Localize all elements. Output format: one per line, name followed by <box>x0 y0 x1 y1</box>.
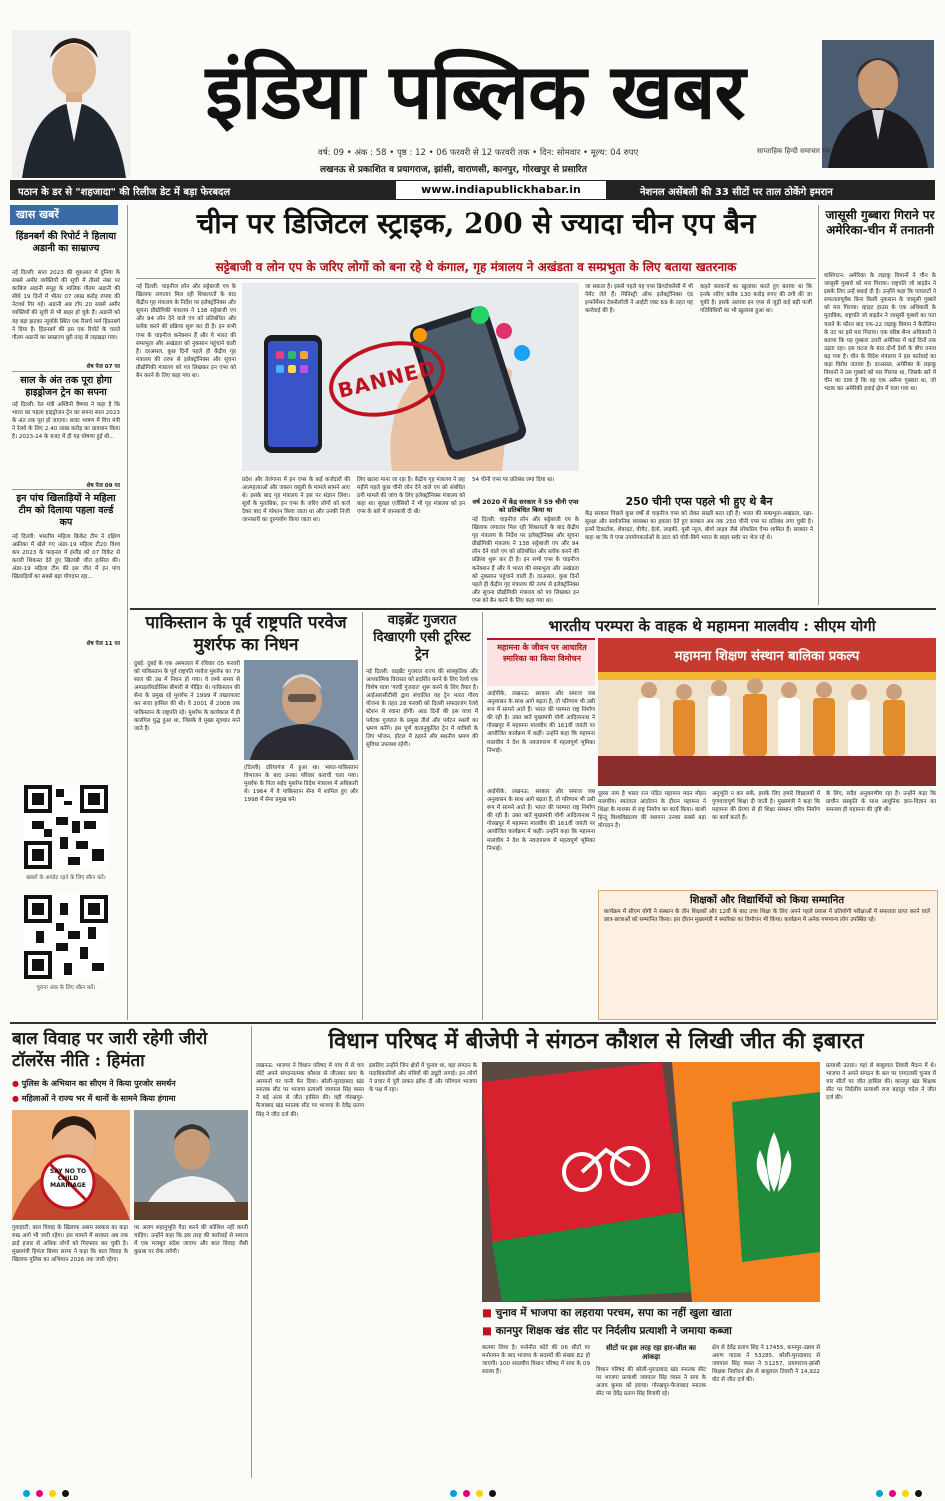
balloon-body: वाशिंगटन: अमेरिका के लड़ाकू विमानों ने चीन के जासूसी गुब्बारे को मार गिराया। राष्ट्रपति जो बाइडेन ने इसके लिए उन्हें बधाई दी है। उन्होंने कहा कि पायलटों ने सफलतापूर्वक बिना किसी नुकसान के जासूसी गुब्बारे को मार गिराया। व्हाइट हाउस के एक अधिकारी के मुताबिक, राष्ट्रपति जो बाइडेन ने जासूसी गुब्बारे का पता चलने के फौरन बाद एफ-22 लड़ाकू विमान ने कैरोलिना के तट पर इसे मार गिराया। एक वरिष्ठ सैन्य अधिकारी ने बताया कि यह गुब्बारा उत्तरी अमेरिका में कई दिनों तक उड़ता रहा। इस घटना के बाद दोनों देशों के बीच तनाव बढ़ गया है। चीन के विदेश मंत्रालय ने इस कार्रवाई का कड़ा विरोध जताया है। दरअसल, अमेरिका के लड़ाकू विमानों ने उस गुब्बारे को मार गिराया था, जिसके बारे में चीन का दावा है कि वह एक असैन्य गुब्बारा था, जो भटक कर अमेरिकी हवाई क्षेत्र में चला गया था। <box>824 273 936 393</box>
musharraf-photo <box>244 660 358 760</box>
malviya-headline: भारतीय परम्परा के वाहक थे महामना मालवीय : सीएम योगी <box>548 617 876 635</box>
sidebar <box>10 205 124 1020</box>
ticker-left: पठान के डर से "शहजादा" की रिलीज डेट में बड़ा फेरबदल <box>18 187 231 198</box>
black-dot <box>489 1490 496 1497</box>
himanta-photo <box>134 1110 248 1220</box>
qr2-caption: पुराना अंक के लिए स्कैन करें। <box>36 985 96 991</box>
vibrant-body: नई दिल्ली: वाइब्रेंट गुजरात राज्य की सांस्कृतिक और आध्यात्मिक विरासत को प्रदर्शित करने के लिए रेलवे एक विशेष यात्रा 'गरवी गुजरात' शुरू करने के लिए तैयार है। आईआरसीटीसी द्वारा संचालित यह ट्रेन भारत गौरव योजना के तहत 28 फरवरी को दिल्ली सफदरजंग रेलवे स्टेशन से रवाना होगी। आठ दिनों की इस यात्रा में पर्यटक गुजरात के प्रमुख तीर्थ और पर्यटन स्थलों का भ्रमण करेंगे। इस पूर्ण वातानुकूलित ट्रेन में यात्रियों के लिए भोजन, होटल में ठहरने और स्थानीय भ्रमण की सुविधा उपलब्ध रहेगी। <box>366 669 478 748</box>
qr-code-archive[interactable] <box>24 895 108 979</box>
sidebar-item-body: नई दिल्ली: रेल मंत्री अश्विनी वैष्णव ने कहा है कि भारत का पहला हाइड्रोजन ट्रेन का सपना साल 2023 के अंत तक पूरा हो जाएगा। बजट भाषण में वित्त मंत्री ने रेलवे के लिए 2.40 लाख करोड़ का प्रावधान किया है। 2023-24 के बजट में ही यह घोषणा हुई थी... <box>12 402 120 441</box>
sidebar-item-headline: हिंडनबर्ग की रिपोर्ट ने हिलाया अडानी का साम्राज्य <box>15 231 117 254</box>
divider <box>362 612 363 1020</box>
newspaper-title: इंडिया पब्लिक खबर <box>205 47 745 136</box>
divider <box>12 489 120 490</box>
banned-apps-photo <box>242 283 579 471</box>
divider <box>818 205 819 605</box>
malviya-box-head: शिक्षकों और विद्यार्थियों को किया सम्मानित <box>689 895 845 906</box>
sidebar-item-body: नई दिल्ली: साल 2023 की शुरुआत में दुनिया के सबसे अमीर व्यक्तियों की सूची में तीसरे नंबर पर काबिज अडानी समूह के मालिक गौतम अडानी की सीधे 19 दिनों में भीतर 07 लाख करोड़ रुपया की नेटवर्थ गिर गई। अडानी अब टॉप 20 सबसे अमीर व्यक्तियों की सूची से भी बाहर हो चुके हैं। अडानी को यह बड़ा झटका न्यूयॉर्क स्थित एक रिसर्च फर्म हिंडनबर्ग ने दिया है। हिंडनबर्ग की इस एक रिपोर्ट के चलते गौतम अडानी का साम्राज्य बुरी तरह से लड़खड़ा गया। <box>12 270 120 341</box>
bjp-bullet-text: चुनाव में भाजपा का लहराया परचम, सपा का नहीं खुला खाता <box>495 1307 732 1319</box>
print-registration-marks <box>20 1482 925 1501</box>
bjp-box-head: सीटों पर इस तरह रहा हार-जीत का आंकड़ा <box>606 1344 696 1361</box>
bullet-icon: ■ <box>482 1325 496 1337</box>
bjp-bullet-text: कानपुर शिक्षक खंड सीट पर निर्दलीय प्रत्याशी ने जमाया कब्जा <box>495 1325 732 1337</box>
magenta-dot <box>463 1490 470 1497</box>
cyan-dot <box>876 1490 883 1497</box>
sidebar-item-headline: साल के अंत तक पूरा होगा हाइड्रोजन ट्रेन का सपना <box>20 375 112 398</box>
yellow-dot <box>902 1490 909 1497</box>
magenta-dot <box>889 1490 896 1497</box>
ticker-right: नेशनल असेंबली की 33 सीटों पर ताल ठोकेंगे इमरान <box>640 187 833 198</box>
lead-body-col3: लिए खतरा माना जा रहा है। केंद्रीय गृह मंत्रालय ने छह महीने पहले कुछ चीनी लोन देने वाले एप को संबंधित ठगी मामले की जांच के लिए इलेक्ट्रॉनिक्स मंत्रालय को कहा था। सुरक्षा एजेंसियों ने भी गृह मंत्रालय को इन एप्स के बारे में जानकारी दी थी। <box>357 477 465 516</box>
lead-subhead: सट्टेबाजी व लोन एप के जरिए लोगों को बना रहे थे कंगाल, गृह मंत्रालय ने अखंडता व सम्प्रभुता के लिए बताया खतरनाक <box>215 260 737 274</box>
malviya-event-photo <box>598 638 936 786</box>
bjp-headline: विधान परिषद में बीजेपी ने संगठन कौशल से लिखी जीत की इबारत <box>328 1028 864 1054</box>
sidebar-item-headline: इन पांच खिलाड़ियों ने महिला टीम को दिलाया पहला वर्ल्ड कप <box>16 493 116 528</box>
magenta-dot <box>36 1490 43 1497</box>
masthead <box>0 0 945 178</box>
color-dots-group <box>447 1482 499 1501</box>
bjp-bullet <box>482 1306 820 1320</box>
divider <box>251 1026 252 1478</box>
sidebar-item-ref: शेष पेज 07 पर <box>86 364 120 370</box>
sign-text: SAY NO TO CHILD MARRIAGE <box>49 1168 87 1189</box>
himanta-bullet <box>12 1078 248 1089</box>
himanta-bullet <box>12 1093 248 1104</box>
lead-body-col2: प्रदेश और तेलंगाना में इन एप्स के कई कर्जदारों की आत्महत्याओं और जबरन वसूली के मामले सामने आए थे। इसके बाद गृह मंत्रालय ने इस पर संज्ञान लिया। सूत्रों के मुताबिक, इन एप्स के जरिए लोगों को कर्ज देकर बाद में परेशान किया जाता था और उनकी निजी जानकारी का दुरुपयोग किया जाता था। <box>242 477 350 524</box>
malviya-body: आईपीके, लखनऊ: सरकार और समाज जब अनुशासन के साथ आगे बढ़ता है, तो परिणाम भी उसी रूप में सामने आते हैं। भारत की परम्परा राष्ट्र निर्माण की रही है। उक्त बातें मुख्यमंत्री योगी आदित्यनाथ ने गोरखपुर में महामना मालवीय की 161वीं जयंती पर आयोजित कार्यक्रम में कहीं। उन्होंने कहा कि महामना मालवीय ने देश के नवजागरण में महत्वपूर्ण भूमिका निभाई। <box>487 691 595 754</box>
divider <box>136 278 816 279</box>
bullet-icon: ● <box>12 1094 22 1103</box>
lead-body-col6: कहते करवानों का खुलासा करते हुए बताया था कि इनके जरिए करीब 130 करोड़ रुपए की ठगी की जा चुकी है। इसके अलावा इन एप्स से जुड़ी कई बड़ी फर्जी गतिविधियों का भी खुलासा हुआ था। <box>700 284 812 315</box>
cyan-dot <box>23 1490 30 1497</box>
event-banner-text: महामना शिक्षण संस्थान बालिका प्रकल्प <box>674 649 860 664</box>
musharraf-headline: पाकिस्तान के पूर्व राष्ट्रपति परवेज मुशर्रफ का निधन <box>145 613 347 655</box>
sidebar-item-ref: शेष पेज 11 पर <box>86 641 120 647</box>
bjp-body-4: क्षेत्र से देवेंद्र प्रताप सिंह ने 17455, कानपुर-उन्नाव से अरुण पाठक ने 53285, बरेली-मुरादाबाद से जयपाल सिंह व्यस्त ने 51257, प्रयागराज-झांसी शिक्षक निर्वाचन क्षेत्र से बाबूलाल तिवारी ने 14,922 वोट से जीत दर्ज की। <box>712 1345 820 1384</box>
bullet-icon: ■ <box>482 1307 496 1319</box>
qr1-caption: खबरों के अपडेट रहने के लिए स्कैन करें। <box>26 875 106 881</box>
bjp-box-body: विधान परिषद की बरेली-मुरादाबाद खंड स्नातक सीट पर भाजपा प्रत्याशी जयपाल सिंह व्यस्त ने सपा के अजय कुमार को हराया। गोरखपुर-फैजाबाद स्नातक सीट पर देवेंद्र प्रताप सिंह विजयी रहे। <box>596 1367 706 1398</box>
child-marriage-photo <box>12 1110 130 1220</box>
black-dot <box>62 1490 69 1497</box>
lead-body-col1: नई दिल्ली: चाइनीज लोन और सट्टेबाजी एप के खिलाफ लगातार मिल रही शिकायतों के बाद केंद्रीय गृह मंत्रालय के निर्देश पर इलेक्ट्रॉनिक्स और सूचना प्रौद्योगिकी मंत्रालय ने 138 सट्टेबाजी एप और 94 लोन देने वाले एप को प्रतिबंधित और ब्लॉक करने की प्रक्रिया शुरू कर दी है। इन सभी एप्स के चाइनीज कनेक्शन हैं और ये भारत की सम्प्रभुता और अखंडता को नुकसान पहुंचाने वाली हैं। दरअसल, कुछ दिनों पहले ही केंद्रीय गृह मंत्रालय की तरफ से इलेक्ट्रॉनिक्स और सूचना प्रौद्योगिकी मंत्रालय को पत्र लिखकर इन एप्स को बैन करने के लिए कहा गया था। <box>136 284 236 380</box>
sidebar-item-ref: शेष पेज 09 पर <box>86 483 120 489</box>
bjp-body-3: कलमा लिया है। मनोनीत कोटे की 06 सीटों पर मनोनयन के बाद भाजपा के सदस्यों की संख्या 82 हो जाएगी। 100 सदस्यीय विधान परिषद में सपा के 09 सदस्य हैं। <box>482 1345 590 1376</box>
malviya-highlight-text: महामना के जीवन पर आधारित स्मारिका का किया विमोचन <box>497 643 587 663</box>
himanta-body: गुवाहाटी: बाल विवाह के खिलाफ असम सरकार का कड़ा रुख आगे भी जारी रहेगा। इस मामले में सरकार अब तक ढाई हजार से अधिक लोगों को गिरफ्तार कर चुकी है। मुख्यमंत्री हिमंता बिस्वा सरमा ने कहा कि बाल विवाह के खिलाफ पुलिस का अभियान 2026 तक जारी रहेगा। <box>12 1225 128 1264</box>
divider <box>10 1022 936 1024</box>
qr-code-news[interactable] <box>24 785 108 869</box>
lead-body-col4: 54 चीनी एप्स पर प्रतिबंध लगा दिया था। <box>472 477 555 483</box>
malviya-body-3: अनुभूति न कर सकें, इसके लिए हमारे विद्यालयों में गुणवत्तापूर्ण शिक्षा दी जाती है। मुख्यमंत्री ने कहा कि महामना की प्रेरणा से ही शिक्षा संस्थान चरित्र निर्माण का कार्य करते हैं। <box>712 791 820 822</box>
sidebar-item-body: नई दिल्ली: भारतीय महिला क्रिकेट टीम ने दक्षिण अफ्रीका में खेले गए अंडर-19 महिला टी20 विश्व कप 2023 के फाइनल में इंग्लैंड को 07 विकेट से करारी शिकस्त देते हुए खिताबी जीत हासिल की। अंडर-19 महिला टीम की इस जीत में इन पांच खिलाड़ियों का सबसे बड़ा योगदान रहा... <box>12 534 120 581</box>
musharraf-body: दुबई: दुबई के एक अस्पताल में रविवार 05 फरवरी को पाकिस्तान के पूर्व राष्ट्रपति परवेज मुशर्रफ का 79 साल की उम्र में निधन हो गया। वे लम्बे समय से अमाइलॉयडोसिस बीमारी से पीड़ित थे। पाकिस्तान की सेना के प्रमुख रहे मुशर्रफ ने 1999 में तख्तापलट कर सत्ता हासिल की थी। वे 2001 से 2008 तक पाकिस्तान के राष्ट्रपति रहे। मुशर्रफ के कार्यकाल में ही कारगिल युद्ध हुआ था, जिसके वे मुख्य सूत्रधार माने जाते हैं। <box>134 661 240 732</box>
divider <box>127 205 128 1020</box>
divider <box>130 608 936 610</box>
bjp-bullet <box>482 1324 820 1338</box>
divider <box>12 371 120 372</box>
banned-stamp-text: BANNED <box>335 355 439 403</box>
divider <box>482 612 483 1020</box>
bjp-body: लखनऊ: भाजपा ने विधान परिषद में पांच में से चार सीटें अपने संगठनात्मक कौशल से जीतकर सपा के अरमानों पर पानी फेर दिया। बरेली-मुरादाबाद खंड स्नातक सीट पर भाजपा प्रत्याशी जयपाल सिंह व्यस्त ने बड़े अंतर से जीत हासिल की। वहीं गोरखपुर-फैजाबाद खंड स्नातक सीट पर भाजपा के देवेंद्र प्रताप सिंह ने जीत दर्ज की। <box>256 1063 364 1118</box>
cyan-dot <box>450 1490 457 1497</box>
yellow-dot <box>49 1490 56 1497</box>
musharraf-body-2: (दिल्ली) दरियागंज में हुआ था। भारत-पाकिस्तान विभाजन के बाद उनका परिवार कराची चला गया। मुशर्रफ के पिता सईद मुशर्रफ विदेश मंत्रालय में अधिकारी थे। 1964 में वे पाकिस्तान सेना में शामिल हुए और 1998 में सेना प्रमुख बने। <box>244 765 358 804</box>
website-link[interactable]: www.indiapublickhabar.in <box>396 181 606 199</box>
malviya-box-body: कार्यक्रम में सीएम योगी ने संस्थान के तीन शिक्षकों और 12वीं के बाद उच्च शिक्षा के लिए अपने पहले प्रयास में प्रतियोगी परीक्षाओं में सफलता प्राप्त करने वाले छात्र-छात्राओं को सम्मानित किया। इस दौरान मुख्यमंत्री ने स्मारिका का विमोचन भी किया। कार्यक्रम में अनेक गणमान्य लोग उपस्थित रहे। <box>604 909 930 924</box>
color-dots-group <box>20 1482 72 1501</box>
party-flags-photo <box>482 1062 820 1302</box>
imran-photo <box>822 40 934 168</box>
lead-body-col4b: नई दिल्ली: चाइनीज लोन और सट्टेबाजी एप के खिलाफ लगातार मिल रही शिकायतों के बाद केंद्रीय गृह मंत्रालय के निर्देश पर इलेक्ट्रॉनिक्स और सूचना प्रौद्योगिकी मंत्रालय ने 138 सट्टेबाजी एप और 94 लोन देने वाले एप को प्रतिबंधित और ब्लॉक करने की प्रक्रिया शुरू कर दी है। इन सभी एप्स के चाइनीज कनेक्शन हैं और ये भारत की सम्प्रभुता और अखंडता को नुकसान पहुंचाने वाली हैं। दरअसल, कुछ दिनों पहले ही केंद्रीय गृह मंत्रालय की तरफ से इलेक्ट्रॉनिक्स और सूचना प्रौद्योगिकी मंत्रालय को पत्र लिखकर इन एप्स को बैन करने के लिए कहा गया था। <box>472 517 579 604</box>
malviya-body-2: दूसरा नाम है भारत रत्न पंडित महामना मदन मोहन मालवीय। स्वतंत्रता आंदोलन के दौरान महामना ने शिक्षा के माध्यम से राष्ट्र निर्माण का कार्य किया। काशी हिन्दू विश्वविद्यालय की स्थापना उनका सबसे बड़ा योगदान है। <box>598 791 706 830</box>
himanta-headline: बाल विवाह पर जारी रहेगी जीरो टॉलरेंस नीति : हिमंता <box>12 1029 208 1071</box>
lead-box-headline: 250 चीनी एप्स पहले भी हुए थे बैन <box>625 495 773 508</box>
malviya-body-4: के लिए, सदैव अनुकरणीय रहा है। उन्होंने कहा कि प्राचीन संस्कृति के साथ आधुनिक ज्ञान-विज्ञान का समन्वय ही महामना की दृष्टि थी। <box>826 791 936 814</box>
lead-headline: चीन पर डिजिटल स्ट्राइक, 200 से ज्यादा चीन एप बैन <box>196 207 756 240</box>
lead-body-col5: जा सकता है। इससे पहले यह एप्स क्रिप्टोकरेंसी में भी पेमेंट लेते हैं। मिनिस्ट्री ऑफ इलेक्ट्रॉनिक्स एंड इन्फॉर्मेशन टेक्नोलॉजी ने आईटी एक्ट 69 के तहत यह कार्रवाई की है। <box>585 284 693 315</box>
bullet-icon: ● <box>12 1079 22 1088</box>
himanta-bullet-text: महिलाओं ने राज्य भर में थानों के सामने किया हंगामा <box>21 1094 176 1103</box>
vibrant-headline: वाइब्रेंट गुजरात दिखाएगी एसी टूरिस्ट ट्रेन <box>373 613 471 662</box>
himanta-body-2: पर अलग सहानुभूति पैदा करने की कोशिश नहीं करनी चाहिए। उन्होंने कहा कि इस तरह की कार्रवाई से समाज में एक मजबूत संदेश जाएगा और बाल विवाह जैसी कुप्रथा पर रोक लगेगी। <box>134 1225 248 1256</box>
bjp-body-2: इसलिए उन्होंने जिन क्षेत्रों में चुनाव था, वहां संगठन के पदाधिकारियों और मंत्रियों की ड्यूटी लगाई। इन लोगों ने प्रचार में पूरी ताकत झोंक दी और परिणाम भाजपा के पक्ष में रहा। <box>369 1063 477 1094</box>
lead-sub-note: वर्ष 2020 में केंद्र सरकार ने 59 चीनी एप्स को प्रतिबंधित किया था <box>472 498 579 514</box>
actor-photo <box>12 30 130 178</box>
bjp-body-5: प्रत्याशी उतारा। यहां से बाबूलाल तिवारी मैदान में थे। भाजपा ने अपने संगठन के बल पर एमएलसी चुनाव में चार सीटों पर जीत हासिल की। कानपुर खंड शिक्षक सीट पर निर्दलीय प्रत्याशी राज बहादुर चंदेल ने जीत दर्ज की। <box>826 1063 936 1102</box>
issue-meta: वर्ष: 09 • अंक : 58 • पृष्ठ : 12 • 06 फरवरी से 12 फरवरी तक • दिन: सोमवार • मूल्य: 04 रुपए <box>318 148 639 158</box>
editions-line: लखनऊ से प्रकाशित व प्रयागराज, झांसी, वाराणसी, कानपुर, गोरखपुर से प्रसारित <box>320 165 587 175</box>
color-dots-group <box>873 1482 925 1501</box>
sidebar-header: खास खबरें <box>10 205 118 225</box>
balloon-headline: जासूसी गुब्बारा गिराने पर अमेरिका-चीन में तनातनी <box>825 208 935 237</box>
himanta-bullet-text: पुलिस के अभियान का सीएम ने किया पुरजोर समर्थन <box>21 1079 176 1088</box>
weekly-tag: साप्ताहिक हिन्दी समाचार पत्र <box>757 147 830 155</box>
black-dot <box>915 1490 922 1497</box>
malviya-body-5: आईपीके, लखनऊ: सरकार और समाज जब अनुशासन के साथ आगे बढ़ता है, तो परिणाम भी उसी रूप में सामने आते हैं। भारत की परम्परा राष्ट्र निर्माण की रही है। उक्त बातें मुख्यमंत्री योगी आदित्यनाथ ने गोरखपुर में महामना मालवीय की 161वीं जयंती पर आयोजित कार्यक्रम में कहीं। उन्होंने कहा कि महामना मालवीय ने देश के नवजागरण में महत्वपूर्ण भूमिका निभाई। <box>487 789 595 852</box>
yellow-dot <box>476 1490 483 1497</box>
lead-box-body: केंद्र सरकार पिछले कुछ वर्षों से चाइनीज एप्स को लेकर सख्ती बरत रही है। भारत की सम्प्रभुता-अखंडता, रक्षा-सुरक्षा और सार्वजनिक व्यवस्था का हवाला देते हुए सरकार अब तक 250 चीनी एप्स पर प्रतिबंध लगा चुकी है। इनमें टिकटॉक, शेयरइट, वीचैट, हेलो, लाइकी, यूसी न्यूज, बीगो लाइव जैसे लोकप्रिय ऐप्स शामिल हैं। सरकार ने कहा था कि ये एप्स उपयोगकर्ताओं के डाटा को चोरी-छिपे भारत के बाहर सर्वर पर भेज रहे थे। <box>585 511 813 542</box>
